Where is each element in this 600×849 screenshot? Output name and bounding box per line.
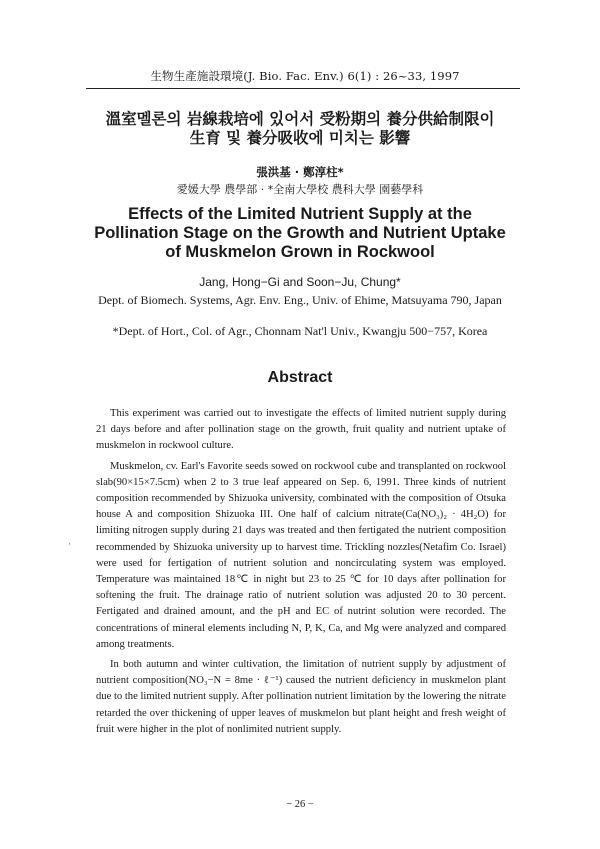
- korean-title-line-2: 生育 및 養分吸收에 미치는 影響: [189, 129, 411, 147]
- english-title-line-3: of Muskmelon Grown in Rockwool: [165, 243, 435, 261]
- english-title-line-2: Pollination Stage on the Growth and Nutrient Uptake: [94, 224, 506, 242]
- abstract-paragraph-2: Muskmelon, cv. Earl's Favorite seeds sowed on rockwool cube and transplanted on rockwool slab(90×15×7.5cm) when 2 to 3 true leaf appeared on Sep. 6, 1991. Three kinds of nutrient composition recommended by Shizuoka university, combinated with the composition of Otsuka house A and composition Shizuoka III. One half of calcium nitrate(Ca(NO₃)₂ · 4H₂O) for limiting nitrogen supply during 21 days was treated and then fertigated the nutrient composition recommended by Shizuoka university up to harvest time. Trickling nozzles(Netafim Co. Israel) were used for fertigation of nutrient solution and noncirculating system was employed. Temperature was maintained 18℃ in night but 23 to 25 ℃ for 10 days after pollination for softening the fruit. The drainage ratio of nutrient solution was adjusted 20 to 30 percent. Fertigated and drained amount, and the pH and EC of nutrint solution were recorded. The concentrations of mineral elements including N, P, K, Ca, and Mg were analyzed and compared among treatments.: [96, 460, 506, 650]
- korean-affiliation: 愛媛大學 農學部 · *全南大學校 農科大學 園藝學科: [176, 183, 424, 196]
- header-rule: [86, 88, 520, 89]
- english-title: [60, 205, 540, 262]
- journal-header: 生物生產施設環境(J. Bio. Fac. Env.) 6(1) : 26~33, 1997: [150, 69, 460, 83]
- korean-title-line-1: 溫室멜론의 岩線栽培에 있어서 受粉期의 養分供給制限이: [105, 110, 495, 128]
- abstract-body: [96, 406, 506, 742]
- abstract-paragraph-1: This experiment was carried out to investigate the effects of limited nutrient supply during 21 days before and after pollination stage on the growth, fruit quality and nutrient uptake of muskmelon in rockwool culture.: [96, 408, 506, 452]
- abstract-paragraph-3: In both autumn and winter cultivation, the limitation of nutrient supply by adjustment of nutrient composition(NO₃−N = 8me · ℓ⁻¹) caused the nutrient deficiency in muskmelon plant due to the limited nutrient supply. After pollination nutrient limitation by the lowering the nitrate retarded the over thickening of upper leaves of muskmelon but plant height and fresh weight of fruit were higher in the plot of nonlimited nutrient supply.: [96, 659, 506, 735]
- abstract-heading: Abstract: [267, 369, 333, 386]
- affiliation-ehime: Dept. of Biomech. Systems, Agr. Env. Eng., Univ. of Ehime, Matsuyama 790, Japan: [98, 293, 502, 307]
- korean-authors: 張洪基 · 鄭淳柱*: [256, 165, 344, 179]
- korean-title: [60, 110, 540, 148]
- english-authors: Jang, Hong−Gi and Soon−Ju, Chung*: [199, 275, 401, 289]
- margin-mark: ·: [68, 540, 71, 550]
- english-title-line-1: Effects of the Limited Nutrient Supply at the: [128, 205, 472, 223]
- page-number: − 26 −: [286, 799, 314, 810]
- affiliation-chonnam: *Dept. of Hort., Col. of Agr., Chonnam Nat'l Univ., Kwangju 500−757, Korea: [112, 324, 488, 338]
